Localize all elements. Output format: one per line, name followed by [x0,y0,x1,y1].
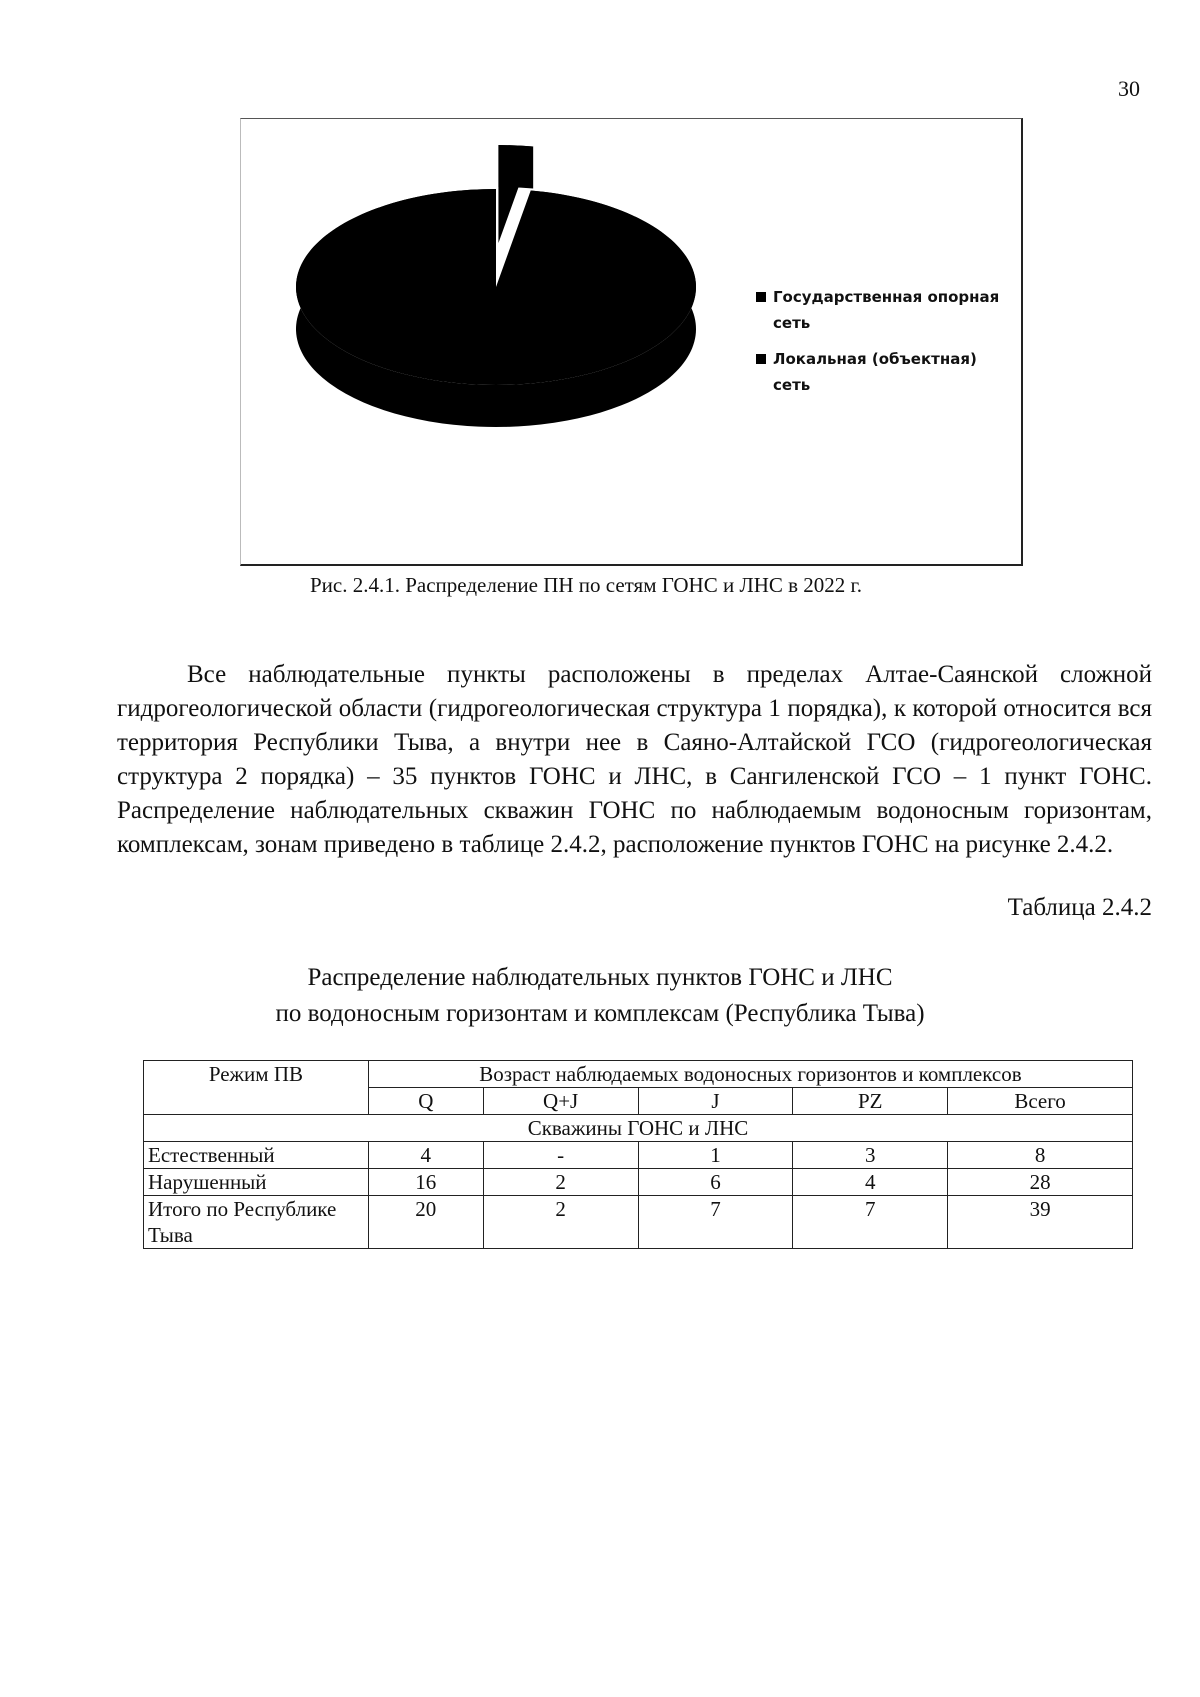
table-cell: 39 [948,1196,1133,1249]
figure-caption: Рис. 2.4.1. Распределение ПН по сетям ГОНС и ЛНС в 2022 г. [310,573,863,597]
column-header: Q+J [483,1088,638,1115]
row-mode: Естественный [144,1142,369,1169]
column-header: Всего [948,1088,1133,1115]
table-cell: - [483,1142,638,1169]
legend-item-local-network [756,346,1016,398]
body-paragraph: Все наблюдательные пункты расположены в пределах Алтае-Саянской сложной гидрогеологической области (гидрогеологическая структура 1 порядка), к которой относится вся территория Республики Тыва, а внутри нее в Саяно-Алтайской ГСО (гидрогеологическая структура 2 порядка) – 35 пунктов ГОНС и ЛНС, в Сангиленской ГСО – 1 пункт ГОНС. Распределение наблюдательных скважин ГОНС по наблюдаемым водоносным горизонтам, комплексам, зонам приведено в таблице 2.4.2, расположение пунктов ГОНС на рисунке 2.4.2. [117,661,1152,858]
legend-item-state-network [756,284,1016,336]
row-mode: Итого по Республике Тыва [144,1196,369,1249]
table-cell: 20 [368,1196,483,1249]
table-title-line: по водоносным горизонтам и комплексам (Республика Тыва) [275,1000,925,1027]
table-cell: 4 [368,1142,483,1169]
header-mode: Режим ПВ [144,1061,369,1115]
table-cell: 2 [483,1169,638,1196]
table-cell: 2 [483,1196,638,1249]
pie-chart [240,118,1023,566]
legend-swatch-icon [756,354,766,364]
table-cell: 16 [368,1169,483,1196]
table-cell: 4 [793,1169,948,1196]
table-cell: 8 [948,1142,1133,1169]
table-section-row [144,1115,1133,1142]
table-cell: 7 [638,1196,793,1249]
table-number: Таблица 2.4.2 [1007,894,1152,921]
distribution-table [143,1060,1133,1249]
table-title-line: Распределение наблюдательных пунктов ГОНС и ЛНС [307,964,893,991]
table-cell: 28 [948,1169,1133,1196]
table-title [0,960,1200,1032]
legend-label: Локальная (объектная) сеть [773,350,977,394]
header-age-group: Возраст наблюдаемых водоносных горизонтов и комплексов [368,1061,1132,1088]
column-header: Q [368,1088,483,1115]
table-header-row [144,1061,1133,1088]
page-number: 30 [1118,76,1140,101]
table-cell: 6 [638,1169,793,1196]
table-row [144,1196,1133,1249]
chart-legend [756,284,1016,408]
table-cell: 3 [793,1142,948,1169]
column-header: J [638,1088,793,1115]
column-header: PZ [793,1088,948,1115]
legend-label: Государственная опорная сеть [773,288,1000,332]
table-cell: 1 [638,1142,793,1169]
table-cell: 7 [793,1196,948,1249]
table-row [144,1142,1133,1169]
pie-slice [296,189,696,385]
legend-swatch-icon [756,292,766,302]
row-mode: Нарушенный [144,1169,369,1196]
section-label: Скважины ГОНС и ЛНС [144,1115,1133,1142]
table-row [144,1169,1133,1196]
